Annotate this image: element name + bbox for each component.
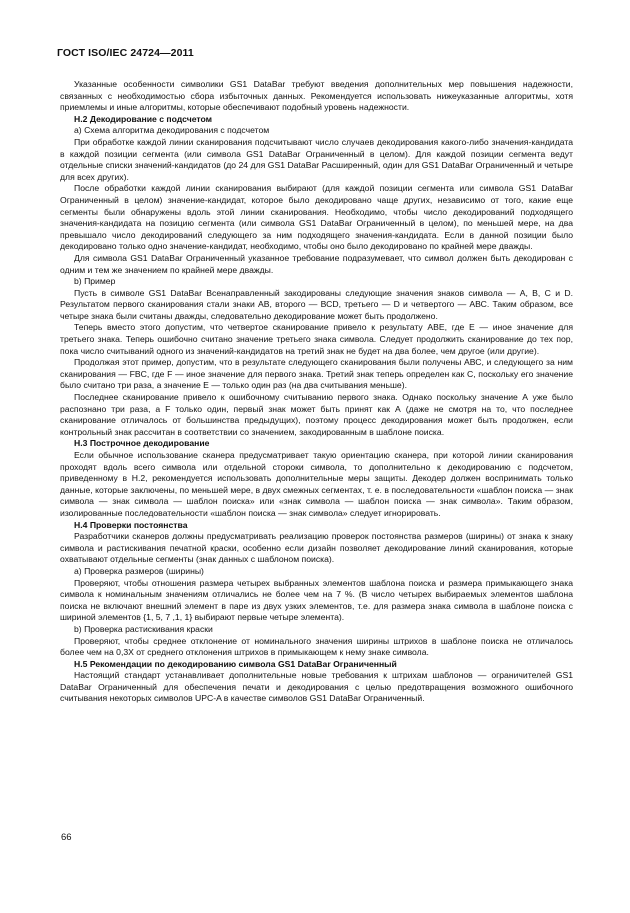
paragraph: Теперь вместо этого допустим, что четвертое сканирование привело к результату АВЕ, где Е — иное значение для третьего знака. Теперь ошибочно считано значение третьего знака символа. Следует продолжить сканирование до тех пор, пока число считываний одного из значений-кандидатов на третий знак не будет на два более, чем другое (или другие). bbox=[60, 322, 573, 356]
list-item-a: а) Проверка размеров (ширины) bbox=[74, 565, 204, 576]
page-header: ГОСТ ISO/IEC 24724—2011 bbox=[57, 47, 194, 59]
section-heading-h5: Н.5 Рекомендации по декодированию символа GS1 DataBar Ограниченный bbox=[74, 658, 397, 669]
list-item-b: b) Проверка растискивания краски bbox=[74, 623, 213, 634]
paragraph: Проверяют, чтобы отношения размера четырех выбранных элементов шаблона поиска и размера примыкающего знака символа к номинальным значениям отличались не более чем на 7 %. (В число четырех выбираемых элементов шаблона поиска не включают внешний элемент в паре из двух узких элементов, т.е. для размера знака символа в шаблоне поиска с шириной элементов {1, 5, 7 ,1, 1} выбирают первые четыре элемента). bbox=[60, 577, 573, 623]
list-item-a: а) Схема алгоритма декодирования с подсчетом bbox=[74, 125, 270, 136]
section-heading-h4: Н.4 Проверки постоянства bbox=[74, 519, 188, 530]
paragraph: Разработчики сканеров должны предусматривать реализацию проверок постоянства размеров (ширины) от знака к знаку символа и растискивания печатной краски, особенно если дизайн позволяет декодирование линий сканирования, которые охватывают отдельные сегменты (знак данных с шаблоном поиска). bbox=[60, 531, 573, 565]
document-body bbox=[60, 79, 573, 705]
paragraph: Если обычное использование сканера предусматривает такую ориентацию сканера, при которой линии сканирования проходят вдоль всего символа или отдельной стороки символа, то дополнительно к декодированию с подсчетом, приведенному в Н.2, рекомендуется использовать дополнительные меры защиты. Декодер должен воспринимать только данные, которые заключены, по меньшей мере, в двух смежных сегментах, т. е. в последовательности «шаблон поиска — знак символа — знак символа — шаблон поиска» или «знак символа — шаблон поиска — знак символа». Таким образом, изолированные последовательности «шаблон поиска — знак символа» следует игнорировать. bbox=[60, 450, 573, 518]
section-heading-h2: Н.2 Декодирование с подсчетом bbox=[74, 113, 213, 124]
page-number: 66 bbox=[61, 832, 72, 843]
paragraph: Продолжая этот пример, допустим, что в результате следующего сканирования были получены АВС, и следующего за ним сканирования — FBC, где F — иное значение для первого знака. Третий знак теперь определен как С, поскольку его значение было считано три раза, а значение Е — только один раз (на два считывания меньше). bbox=[60, 357, 573, 391]
paragraph: Указанные особенности символики GS1 DataBar требуют введения дополнительных мер повышения надежности, связанных с необходимостью сбора избыточных данных. Рекомендуется использовать нижеуказанные алгоритмы, хотя приемлемы и иные алгоритмы, которые обеспечивают подобный уровень надежности. bbox=[60, 79, 573, 113]
paragraph: После обработки каждой линии сканирования выбирают (для каждой позиции сегмента или символа GS1 DataBar Ограниченный в целом) значение-кандидат, которое было декодировано чаще других, независимо от того, какие еще сегменты были обнаружены вдоль этой линии сканирования. Необходимо, чтобы число декодирований подходящего значения-кандидата на позицию сегмента (или символа GS1 DataBar Ограниченный в целом), по меньшей мере, на два превышало число декодирований следующего за ним подходящего значения-кандидата. Если в данной позиции было декодировано только одно значение-кандидат, необходимо, чтобы оно было декодировано по крайней мере дважды. bbox=[60, 183, 573, 252]
paragraph: Последнее сканирование привело к ошибочному считыванию первого знака. Однако поскольку значение А уже было распознано три раза, а F только один, первый знак может быть принят как А (даже не смотря на то, что последнее сканирование отличалось от большинства предыдущих), поэтому процесс декодирования может быть продолжен, если контрольный знак рассчитан в соответствии со значением, закодированным в шаблоне поиска. bbox=[60, 392, 573, 437]
list-item-b: b) Пример bbox=[74, 276, 116, 287]
paragraph: Настоящий стандарт устанавливает дополнительные новые требования к штрихам шаблонов — ограничителей GS1 DataBar Ограниченный для обеспечения печати и декодирования с целью предотвращения возможного ошибочного считывания некоторых символов UPC-A в качестве символов GS1 DataBar Ограниченный. bbox=[60, 670, 573, 704]
paragraph: Для символа GS1 DataBar Ограниченный указанное требование подразумевает, что символ должен быть декодирован с одним и тем же значением по крайней мере дважды. bbox=[60, 252, 573, 275]
section-heading-h3: Н.3 Построчное декодирование bbox=[74, 438, 210, 449]
paragraph: Проверяют, чтобы среднее отклонение от номинального значения ширины штрихов в шаблоне поиска не отличалось более чем на 0,3X от среднего отклонения штрихов в примыкающем к нему знаке символа. bbox=[60, 635, 573, 658]
paragraph: При обработке каждой линии сканирования подсчитывают число случаев декодирования какого-либо значения-кандидата в каждой позиции сегмента (или символа GS1 DataBar Ограниченный в целом). Для каждой позиции сегмента ведут отдельные списки значений-кандидатов (до 24 для GS1 DataBar Расширенный, один для GS1 DataBar Ограниченный и четыре для всех других). bbox=[60, 136, 573, 182]
paragraph: Пусть в символе GS1 DataBar Всенаправленный закодированы следующие значения знаков символа — А, В, С и D. Результатом первого сканирования стали знаки АВ, второго — ВСD, третьего — D и четвертого — АВС. Таким образом, все четыре знака были считаны дважды, следовательно декодирование может быть продолжено. bbox=[60, 287, 573, 321]
